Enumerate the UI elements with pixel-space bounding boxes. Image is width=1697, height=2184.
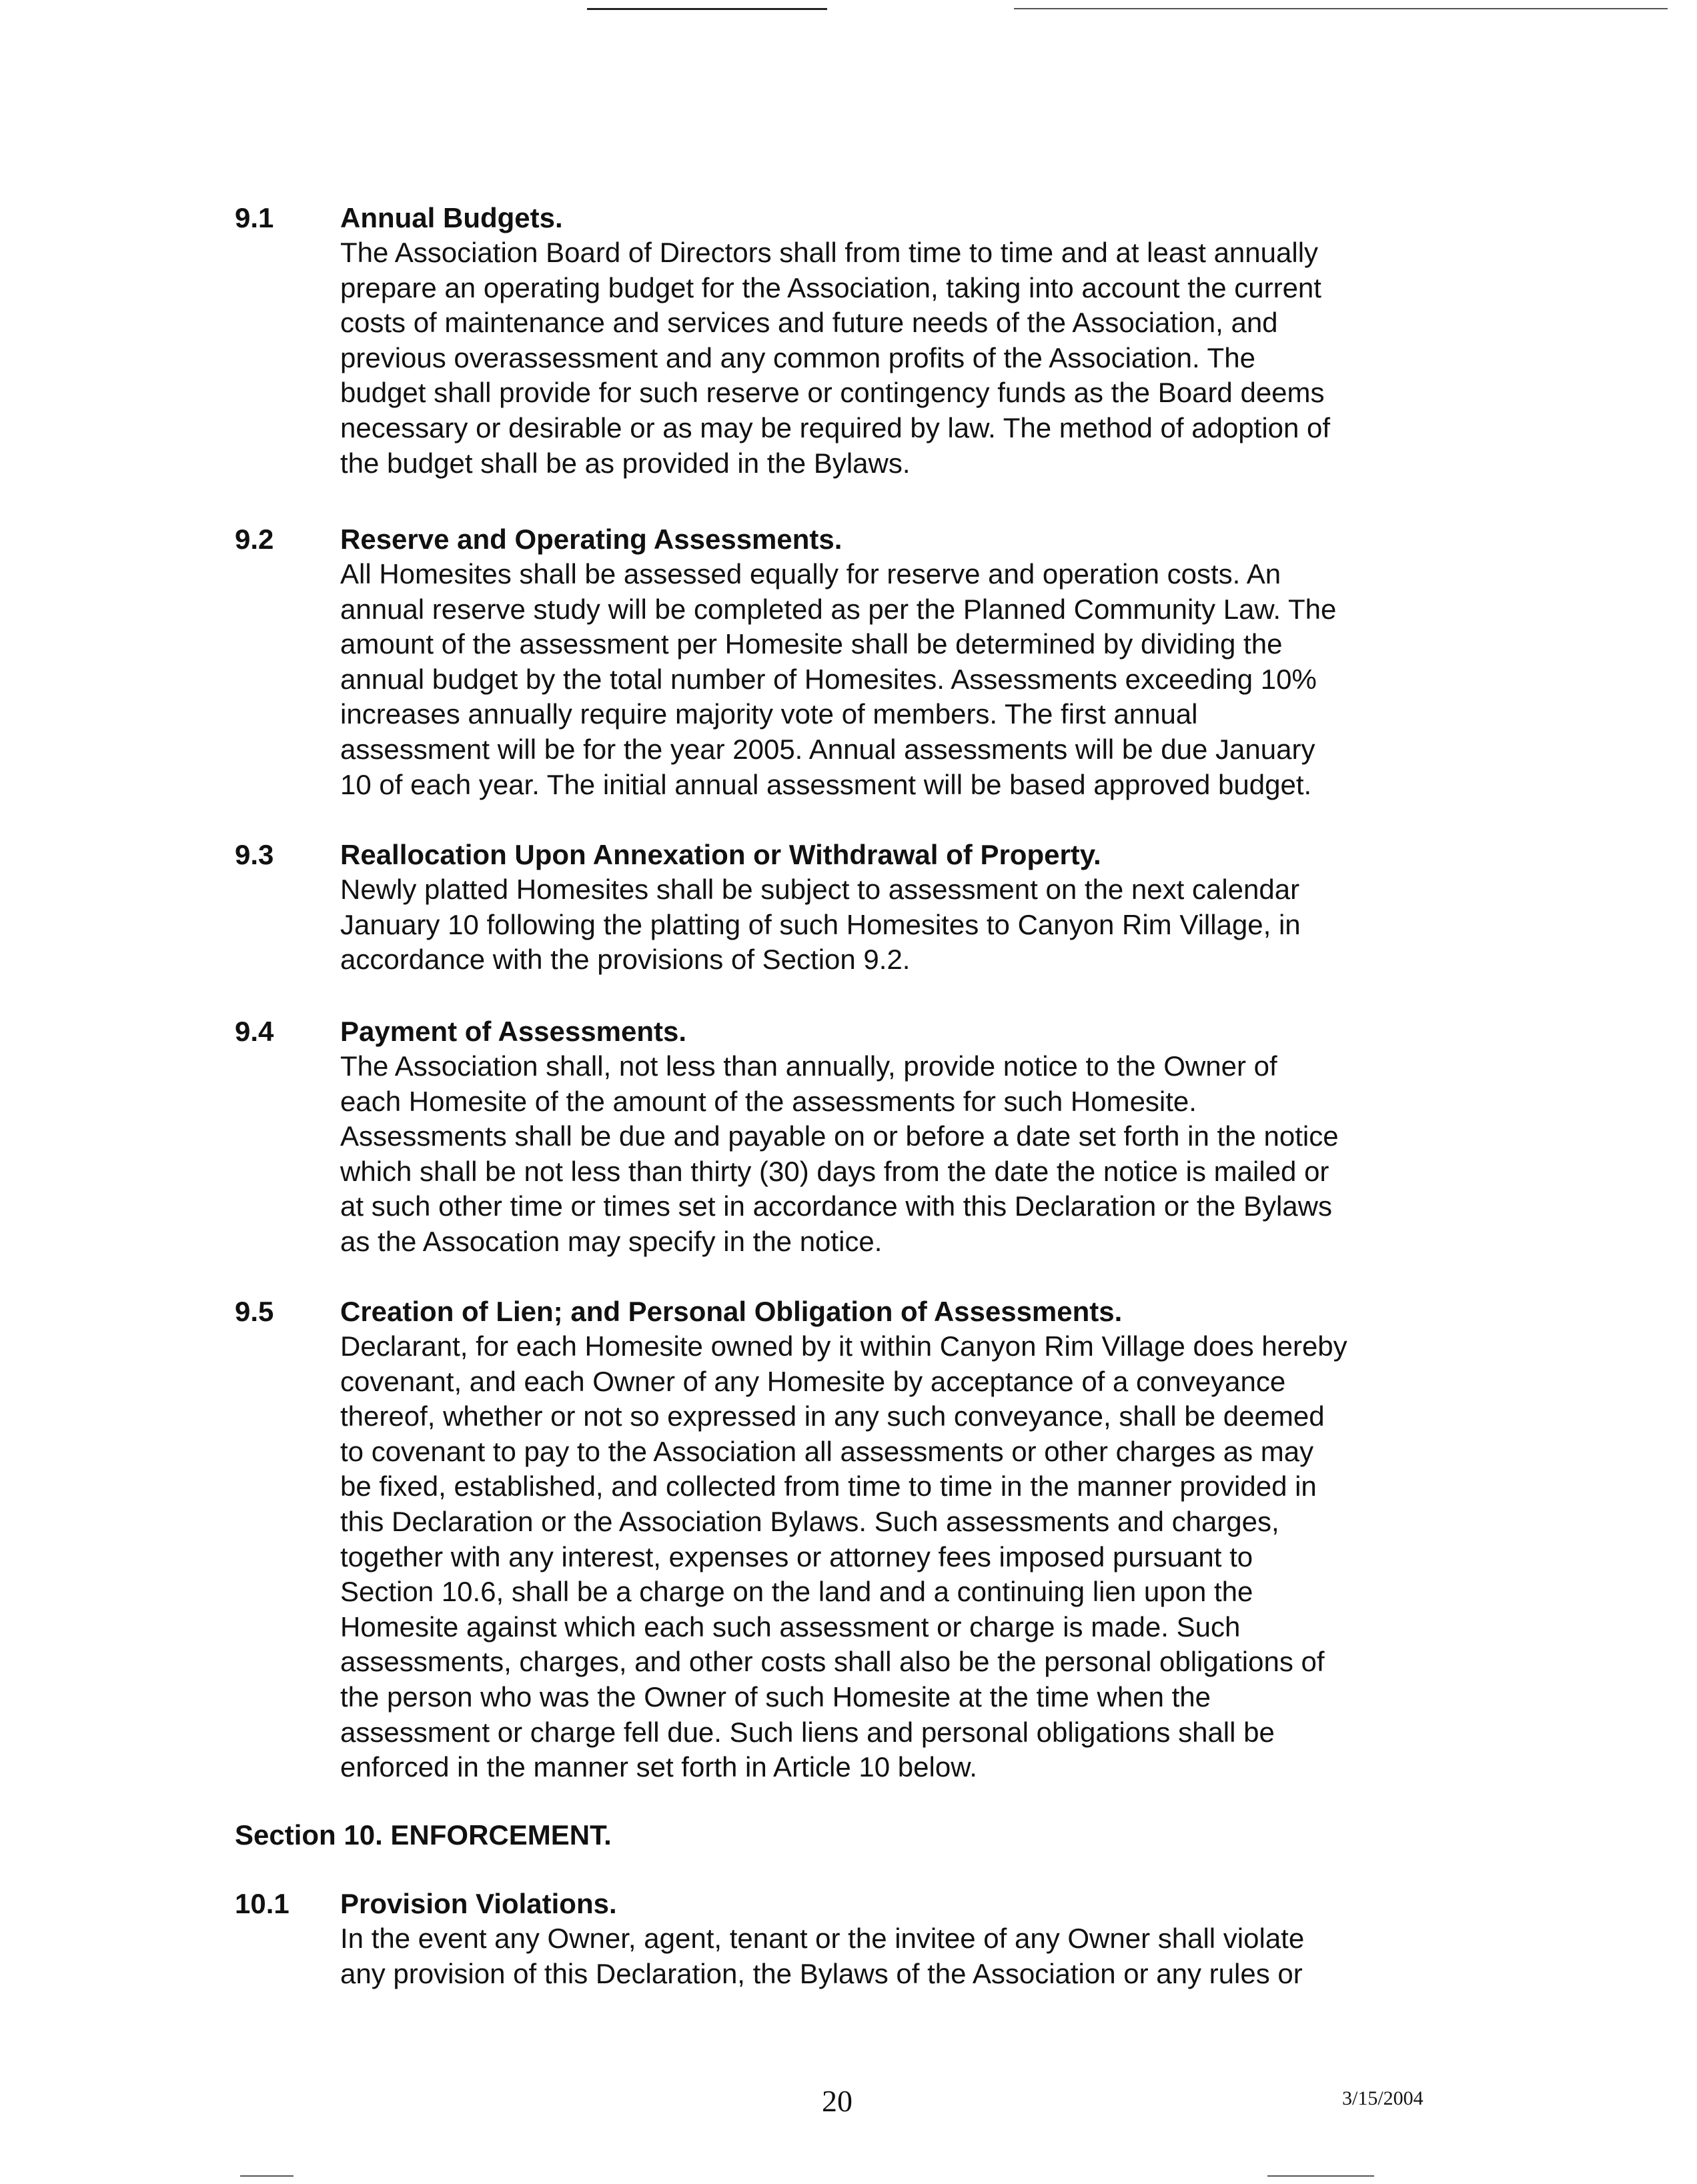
top-scan-line-left	[587, 8, 827, 10]
section-number: 9.5	[235, 1296, 274, 1327]
section-10-heading: Section 10. ENFORCEMENT.	[235, 1819, 612, 1851]
top-scan-line-right	[1014, 8, 1668, 9]
section-body: Newly platted Homesites shall be subject to assessment on the next calendar January 10 following the platting of such Homesites to Canyon Rim Village, in accordance with the provisions of Section 9.2.	[340, 874, 1301, 976]
section-title: Reserve and Operating Assessments.	[340, 523, 842, 555]
section-body: The Association Board of Directors shall from time to time and at least annually prepare an operating budget for the Association, taking into account the current costs of maintenance and services and future needs of the Association, and previous overassessment and any common profits of the Association. The budget shall provide for such reserve or contingency funds as the Board deems necessary or desirable or as may be required by law. The method of adoption of the budget shall be as provided in the Bylaws.	[340, 237, 1331, 479]
section-body: All Homesites shall be assessed equally for reserve and operation costs. An annual reserve study will be completed as per the Planned Community Law. The amount of the assessment per Homesite shall be determined by dividing the annual budget by the total number of Homesites. Assessments exceeding 10% increases annually require majority vote of members. The first annual assessment will be for the year 2005. Annual assessments will be due January 10 of each year. The initial annual assessment will be based approved budget.	[340, 558, 1337, 800]
section-body: The Association shall, not less than annually, provide notice to the Owner of each Homesite of the amount of the assessments for such Homesite. Assessments shall be due and payable on or before a date set forth in the notice which shall be not less than thirty (30) days from the date the notice is mailed or at such other time or times set in accordance with this Declaration or the Bylaws as the Assocation may specify in the notice.	[340, 1050, 1339, 1257]
section-number: 10.1	[235, 1888, 290, 1919]
section-title: Annual Budgets.	[340, 202, 563, 233]
section-9-2	[235, 521, 1462, 802]
section-9-5	[235, 1294, 1462, 1785]
section-title: Payment of Assessments.	[340, 1016, 686, 1047]
section-number: 9.2	[235, 523, 274, 555]
bottom-scan-line-right	[1267, 2175, 1374, 2177]
section-9-3	[235, 837, 1462, 978]
section-9-1	[235, 200, 1462, 481]
section-title: Provision Violations.	[340, 1888, 617, 1919]
section-number: 9.1	[235, 202, 274, 233]
section-number: 9.4	[235, 1016, 274, 1047]
section-body: Declarant, for each Homesite owned by it within Canyon Rim Village does hereby covenant, and each Owner of any Homesite by acceptance of a conveyance thereof, whether or not so expressed in any such conveyance, shall be deemed to covenant to pay to the Association all assessments or other charges as may be fixed, established, and collected from time to time in the manner provided in this Declaration or the Association Bylaws. Such assessments and charges, together with any interest, expenses or attorney fees imposed pursuant to Section 10.6, shall be a charge on the land and a continuing lien upon the Homesite against which each such assessment or charge is made. Such assessments, charges, and other costs shall also be the personal obligations of the person who was the Owner of such Homesite at the time when the assessment or charge fell due. Such liens and personal obligations shall be enforced in the manner set forth in Article 10 below.	[340, 1330, 1347, 1783]
section-9-4	[235, 1014, 1462, 1260]
section-body: In the event any Owner, agent, tenant or the invitee of any Owner shall violate any provision of this Declaration, the Bylaws of the Association or any rules or	[340, 1923, 1305, 1989]
section-title: Creation of Lien; and Personal Obligation of Assessments.	[340, 1296, 1123, 1327]
footer-date: 3/15/2004	[1342, 2087, 1424, 2109]
section-title: Reallocation Upon Annexation or Withdrawal of Property.	[340, 839, 1101, 870]
section-10-1	[235, 1886, 1462, 1991]
bottom-scan-line-left	[240, 2175, 294, 2177]
section-number: 9.3	[235, 839, 274, 870]
page-number: 20	[822, 2084, 853, 2118]
